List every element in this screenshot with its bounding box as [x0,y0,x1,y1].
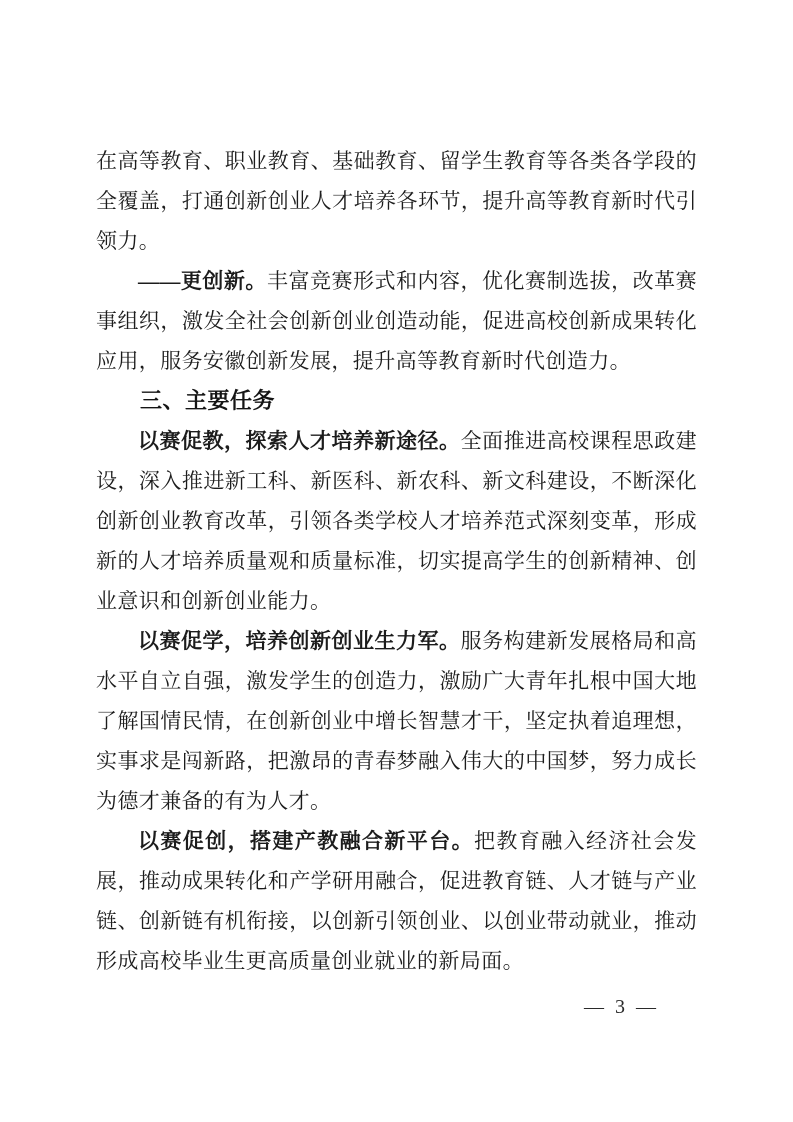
paragraph-lead: ——更创新。 [138,269,267,293]
paragraph-text: 服务构建新发展格局和高水平自立自强，激发学生的创造力，激励广大青年扎根中国大地了解国情民情，在创新创业中增长智慧才干，坚定执着追理想，实事求是闯新路，把激昂的青春梦融入伟大的中国梦，努力成长为德才兼备的有为人才。 [96,629,697,813]
paragraph-text: 丰富竞赛形式和内容，优化赛制选拔，改革赛事组织，激发全社会创新创业创造动能，促进高校创新成果转化应用，服务安徽创新发展，提升高等教育新时代创造力。 [96,269,698,373]
paragraph: 在高等教育、职业教育、基础教育、留学生教育等各类各学段的全覆盖，打通创新创业人才培养各环节，提升高等教育新时代引领力。 [96,149,697,253]
paragraph [96,821,697,981]
paragraph [96,421,697,621]
paragraph-lead: 以赛促创，搭建产教融合新平台。 [138,829,474,853]
paragraph [96,621,697,821]
paragraph-lead: 以赛促学，培养创新创业生力军。 [138,629,461,653]
page-number: — 3 — [584,996,659,1018]
document-body [96,141,697,981]
paragraph-lead: 以赛促教，探索人才培养新途径。 [138,429,461,453]
section-heading: 三、主要任务 [140,388,276,413]
paragraph [96,261,697,381]
paragraph-text: 把教育融入经济社会发展，推动成果转化和产学研用融合，促进教育链、人才链与产业链、创新链有机衔接，以创新引领创业、以创业带动就业，推动形成高校毕业生更高质量创业就业的新局面。 [96,829,697,973]
paragraph-text: 全面推进高校课程思政建设，深入推进新工科、新医科、新农科、新文科建设，不断深化创新创业教育改革，引领各类学校人才培养范式深刻变革，形成新的人才培养质量观和质量标准，切实提高学生的创新精神、创业意识和创新创业能力。 [96,429,697,613]
